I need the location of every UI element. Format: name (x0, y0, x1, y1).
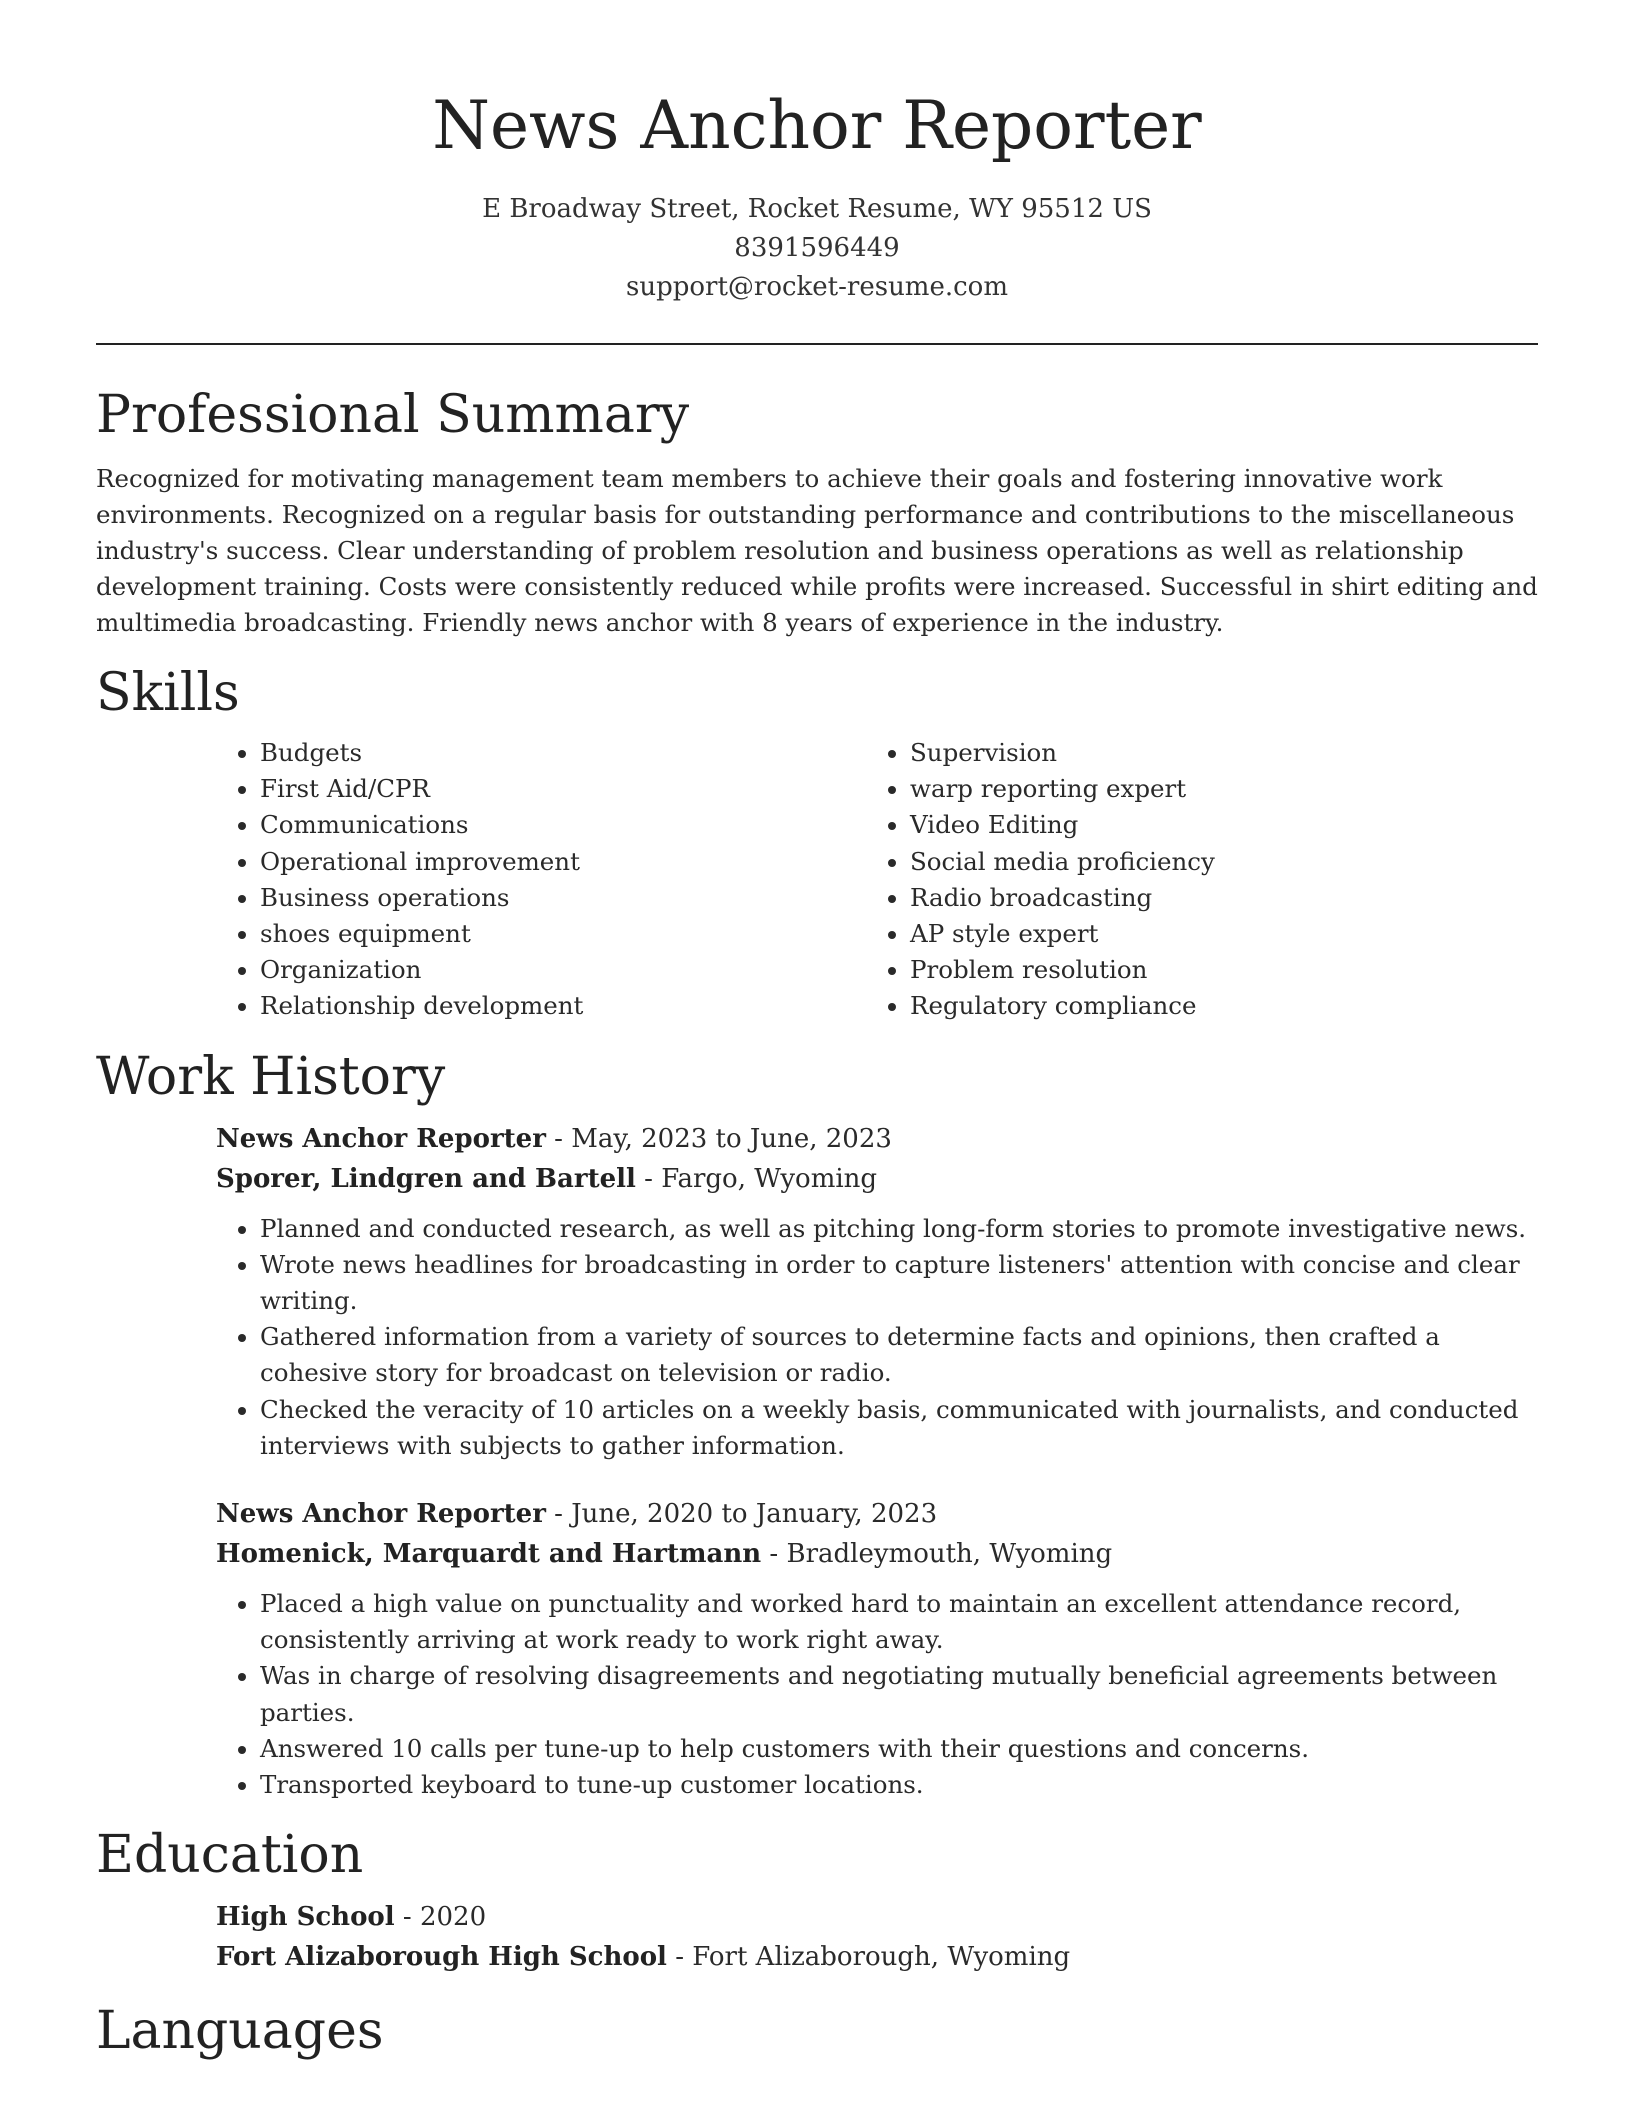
languages-title: Languages (96, 2001, 384, 2062)
skill-item: • Radio broadcasting (910, 880, 1516, 916)
education-degree: High School (216, 1902, 395, 1933)
skill-item: • Social media proficiency (910, 844, 1516, 880)
job-dates: - May, 2023 to June, 2023 (545, 1123, 892, 1154)
summary-title: Professional Summary (96, 385, 690, 445)
candidate-name: News Anchor Reporter (432, 87, 1202, 164)
job-title-line (216, 1494, 1538, 1534)
job-company-line (216, 1534, 1538, 1574)
work-title: Work History (96, 1046, 446, 1107)
skill-item: • Business operations (260, 880, 866, 916)
skill-item: • Communications (260, 807, 866, 843)
job-role: News Anchor Reporter (216, 1499, 546, 1530)
job-bullet: • Planned and conducted research, as well as pitching long-form stories to promote investigative news. (260, 1211, 1538, 1247)
education-location: - Fort Alizaborough, Wyoming (666, 1942, 1071, 1973)
job-bullet: • Gathered information from a variety of sources to determine facts and opinions, then crafted a cohesive story for broadcast on television or radio. (260, 1319, 1538, 1391)
work-section (96, 1045, 1538, 1804)
job-location: - Fargo, Wyoming (635, 1163, 878, 1194)
education-section (96, 1823, 1538, 1977)
skill-item: • Budgets (260, 735, 866, 771)
summary-section (96, 383, 1538, 641)
job-dates: - June, 2020 to January, 2023 (545, 1499, 938, 1530)
skill-item: • warp reporting expert (910, 771, 1516, 807)
job-bullets (216, 1211, 1538, 1464)
skills-column-right (866, 735, 1516, 1025)
contact-block (96, 190, 1538, 307)
education-title: Education (96, 1825, 364, 1886)
education-degree-line (216, 1897, 1538, 1937)
job-title-line (216, 1119, 1538, 1159)
skill-item: • AP style expert (910, 916, 1516, 952)
header-divider (96, 343, 1538, 345)
job-entry (216, 1119, 1538, 1464)
contact-phone: 8391596449 (734, 233, 900, 263)
education-year: - 2020 (394, 1902, 487, 1933)
job-bullet: • Placed a high value on punctuality and worked hard to maintain an excellent attendance record, consistently arriving at work ready to work right away. (260, 1586, 1538, 1658)
contact-email: support@rocket-resume.com (625, 272, 1008, 302)
languages-section (96, 1999, 1538, 2063)
job-bullet: • Wrote news headlines for broadcasting in order to capture listeners' attention with concise and clear writing. (260, 1247, 1538, 1319)
resume-header (96, 0, 1538, 307)
skills-column-left (216, 735, 866, 1025)
job-location: - Bradleymouth, Wyoming (761, 1539, 1113, 1570)
resume-page (96, 0, 1538, 2063)
skill-item: • Relationship development (260, 988, 866, 1024)
skill-item: • Operational improvement (260, 844, 866, 880)
education-school: Fort Alizaborough High School (216, 1942, 667, 1973)
skills-section (96, 661, 1538, 1025)
skill-item: • Video Editing (910, 807, 1516, 843)
skill-item: • Regulatory compliance (910, 988, 1516, 1024)
job-company: Sporer, Lindgren and Bartell (216, 1163, 636, 1194)
skills-columns (216, 735, 1538, 1025)
job-bullet: • Answered 10 calls per tune-up to help customers with their questions and concerns. (260, 1731, 1538, 1767)
summary-text: Recognized for motivating management team members to achieve their goals and fostering innovative work environments. Recognized on a regular basis for outstanding performance and contributions to the miscellaneous industry's success. Clear understanding of problem resolution and business operations as well as relationship development training. Costs were consistently reduced while profits were increased. Successful in shirt editing and multimedia broadcasting. Friendly news anchor with 8 years of experience in the industry. (96, 464, 1538, 637)
job-role: News Anchor Reporter (216, 1123, 546, 1154)
job-company-line (216, 1159, 1538, 1199)
skill-item: • Supervision (910, 735, 1516, 771)
skill-item: • First Aid/CPR (260, 771, 866, 807)
contact-address: E Broadway Street, Rocket Resume, WY 95512 US (482, 194, 1152, 224)
job-bullet: • Transported keyboard to tune-up customer locations. (260, 1767, 1538, 1803)
skill-item: • shoes equipment (260, 916, 866, 952)
skills-title: Skills (96, 663, 240, 723)
skill-item: • Organization (260, 952, 866, 988)
job-bullet: • Was in charge of resolving disagreements and negotiating mutually beneficial agreements between parties. (260, 1658, 1538, 1730)
education-school-line (216, 1937, 1538, 1977)
job-bullets (216, 1586, 1538, 1803)
job-company: Homenick, Marquardt and Hartmann (216, 1539, 762, 1570)
education-entry (216, 1897, 1538, 1977)
job-entry (216, 1494, 1538, 1803)
skill-item: • Problem resolution (910, 952, 1516, 988)
job-bullet: • Checked the veracity of 10 articles on a weekly basis, communicated with journalists, and conducted interviews with subjects to gather information. (260, 1392, 1538, 1464)
